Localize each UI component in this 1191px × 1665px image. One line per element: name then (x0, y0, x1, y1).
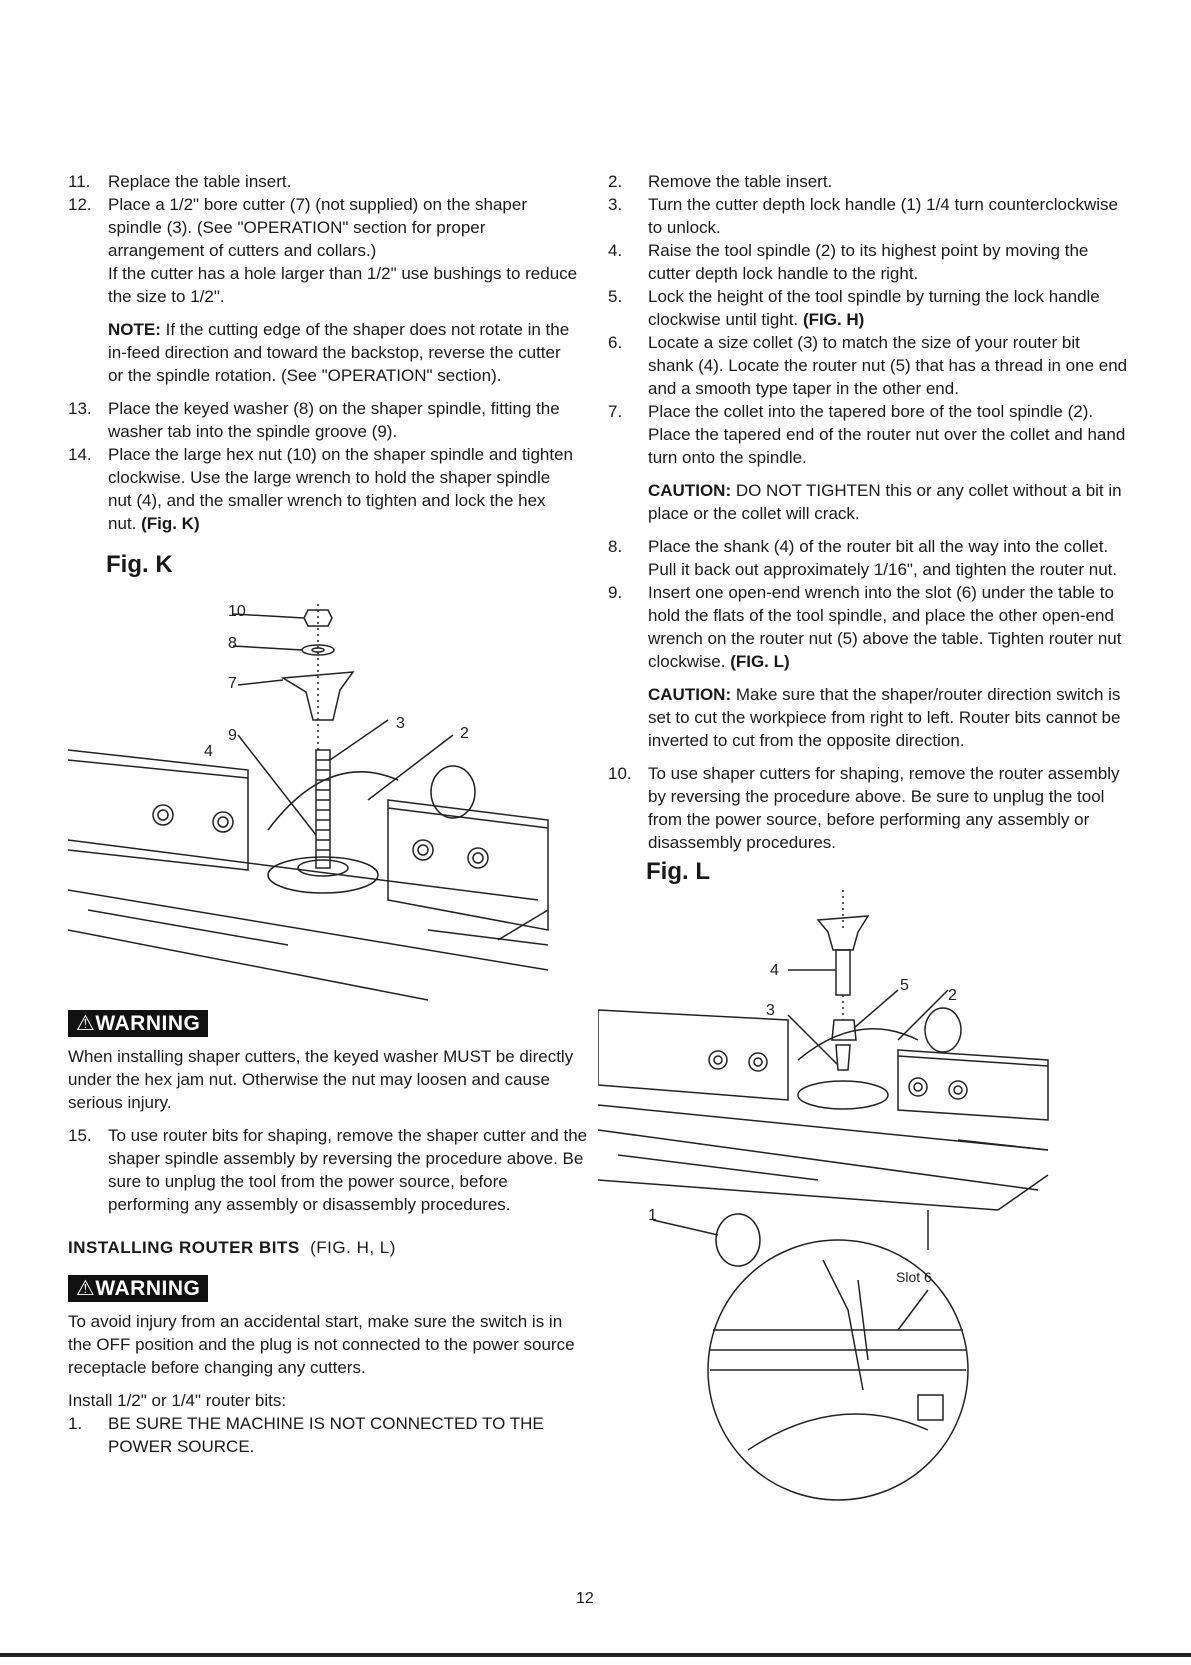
right-column (608, 170, 1128, 883)
fig-k-label: Fig. K (106, 551, 173, 578)
step-15 (68, 1124, 588, 1216)
note-paragraph (108, 318, 578, 387)
step-text: Replace the table insert. (108, 172, 292, 191)
callout-slot-6: Slot 6 (896, 1269, 932, 1285)
fig-l-label: Fig. L (646, 858, 710, 885)
step-14 (68, 443, 578, 535)
step-number: 10. (608, 764, 632, 783)
step-text: Place the collet into the tapered bore of the tool spindle (2). Place the tapered end of the router nut over the collet and hand turn onto the spindle. (648, 402, 1126, 467)
callout-9: 9 (228, 727, 237, 744)
step-text: To use shaper cutters for shaping, remove the router assembly by reversing the procedure above. Be sure to unplug the tool from the power source, before performing any assembly or disassembly procedures. (648, 764, 1120, 852)
figure-reference: (FIG. L) (725, 652, 790, 671)
step-5 (608, 285, 1128, 331)
step-number: 13. (68, 399, 92, 418)
step-12-text: Place a 1/2" bore cutter (7) (not supplied) on the shaper spindle (3). (See "OPERATION" section for proper arrangement of cutters and collars.) (108, 195, 527, 260)
install-intro: Install 1/2" or 1/4" router bits: (68, 1391, 287, 1410)
step-number: 12. (68, 195, 92, 214)
step-number: 1. (68, 1414, 83, 1433)
step-number: 11. (68, 172, 91, 191)
step-1 (68, 1412, 588, 1458)
fig-k-illustration (68, 600, 588, 1040)
step-text: Place the keyed washer (8) on the shaper spindle, fitting the washer tab into the spindle groove (9). (108, 399, 560, 441)
callout-8: 8 (228, 635, 237, 652)
caution-paragraph (648, 479, 1128, 525)
step-8 (608, 535, 1128, 581)
step-number: 2. (608, 172, 623, 191)
step-9-text: Insert one open-end wrench into the slot (6) under the table to hold the flats of the tool spindle, and place the other open-end wrench on the router nut (5) above the table. Tighten router nut clockwise. (648, 583, 1122, 671)
step-5-text: Lock the height of the tool spindle by turning the lock handle clockwise until tight. (648, 287, 1100, 329)
callout-3: 3 (396, 715, 405, 732)
caution-label: CAUTION: (648, 481, 732, 500)
page-number: 12 (576, 1590, 594, 1607)
step-13 (68, 397, 578, 443)
warning-badge: ⚠WARNING (68, 1275, 208, 1302)
step-11 (68, 170, 578, 193)
step-12 (68, 193, 578, 308)
caution-text: DO NOT TIGHTEN this or any collet without a bit in place or the collet will crack. (648, 481, 1122, 523)
step-number: 6. (608, 333, 623, 352)
warning-block-1 (68, 1010, 588, 1458)
caution-label: CAUTION: (648, 685, 732, 704)
step-text: Place the shank (4) of the router bit all the way into the collet. Pull it back out approximately 1/16", and tighten the router nut. (648, 537, 1118, 579)
callout-2: 2 (460, 725, 469, 742)
step-7 (608, 400, 1128, 469)
step-text (648, 285, 1128, 331)
step-text (108, 443, 578, 535)
step-number: 5. (608, 287, 623, 306)
callout-2: 2 (948, 987, 957, 1004)
callout-4: 4 (204, 743, 213, 760)
step-14-text: Place the large hex nut (10) on the shaper spindle and tighten clockwise. Use the large wrench to hold the shaper spindle nut (4), and the smaller wrench to tighten and lock the hex nut. (108, 445, 573, 533)
step-number: 3. (608, 195, 623, 214)
step-12-extra: If the cutter has a hole larger than 1/2" use bushings to reduce the size to 1/2". (108, 264, 578, 306)
caution-text: Make sure that the shaper/router direction switch is set to cut the workpiece from right to left. Router bits cannot be inverted to cut from the opposite direction. (648, 685, 1121, 750)
step-number: 7. (608, 402, 623, 421)
warning-text: To avoid injury from an accidental start, make sure the switch is in the OFF position and the plug is not connected to the power source receptacle before changing any cutters. (68, 1312, 575, 1377)
step-text (108, 193, 578, 308)
step-text: Locate a size collet (3) to match the size of your router bit shank (4). Locate the router nut (5) that has a thread in one end and a smooth type taper in the other end. (648, 333, 1128, 398)
caution-paragraph (648, 683, 1128, 752)
step-2 (608, 170, 1128, 193)
step-text (648, 581, 1128, 673)
step-number: 15. (68, 1126, 92, 1145)
step-number: 4. (608, 241, 623, 260)
step-6 (608, 331, 1128, 400)
step-number: 8. (608, 537, 623, 556)
callout-4: 4 (770, 962, 779, 979)
left-column (68, 170, 578, 576)
step-text: Turn the cutter depth lock handle (1) 1/4 turn counterclockwise to unlock. (648, 195, 1118, 237)
step-4 (608, 239, 1128, 285)
section-heading (68, 1236, 588, 1259)
step-9 (608, 581, 1128, 673)
fig-l-illustration (598, 890, 1118, 1570)
step-10 (608, 762, 1128, 854)
callout-10: 10 (228, 603, 246, 620)
warning-text: When installing shaper cutters, the keyed washer MUST be directly under the hex jam nut. Otherwise the nut may loosen and cause serious injury. (68, 1047, 574, 1112)
note-text: If the cutting edge of the shaper does not rotate in the in-feed direction and toward the backstop, reverse the cutter or the spindle rotation. (See "OPERATION" section). (108, 320, 570, 385)
callout-5: 5 (900, 977, 909, 994)
figure-reference: (Fig. K) (136, 514, 200, 533)
warning-badge: ⚠WARNING (68, 1010, 208, 1037)
section-ref: (FIG. H, L) (310, 1238, 396, 1257)
step-3 (608, 193, 1128, 239)
step-text: To use router bits for shaping, remove the shaper cutter and the shaper spindle assembly by reversing the procedure above. Be sure to unplug the tool from the power source, before performing any assembly or disassembly procedures. (108, 1126, 588, 1214)
callout-3: 3 (766, 1002, 775, 1019)
step-text: BE SURE THE MACHINE IS NOT CONNECTED TO THE POWER SOURCE. (108, 1414, 544, 1456)
figure-reference: (FIG. H) (798, 310, 865, 329)
bottom-rule (0, 1653, 1191, 1657)
step-text: Remove the table insert. (648, 172, 833, 191)
note-label: NOTE: (108, 320, 161, 339)
step-number: 14. (68, 445, 92, 464)
callout-1: 1 (648, 1207, 657, 1224)
step-text: Raise the tool spindle (2) to its highest point by moving the cutter depth lock handle to the right. (648, 241, 1089, 283)
step-number: 9. (608, 583, 623, 602)
callout-7: 7 (228, 675, 237, 692)
section-title: INSTALLING ROUTER BITS (68, 1238, 300, 1257)
